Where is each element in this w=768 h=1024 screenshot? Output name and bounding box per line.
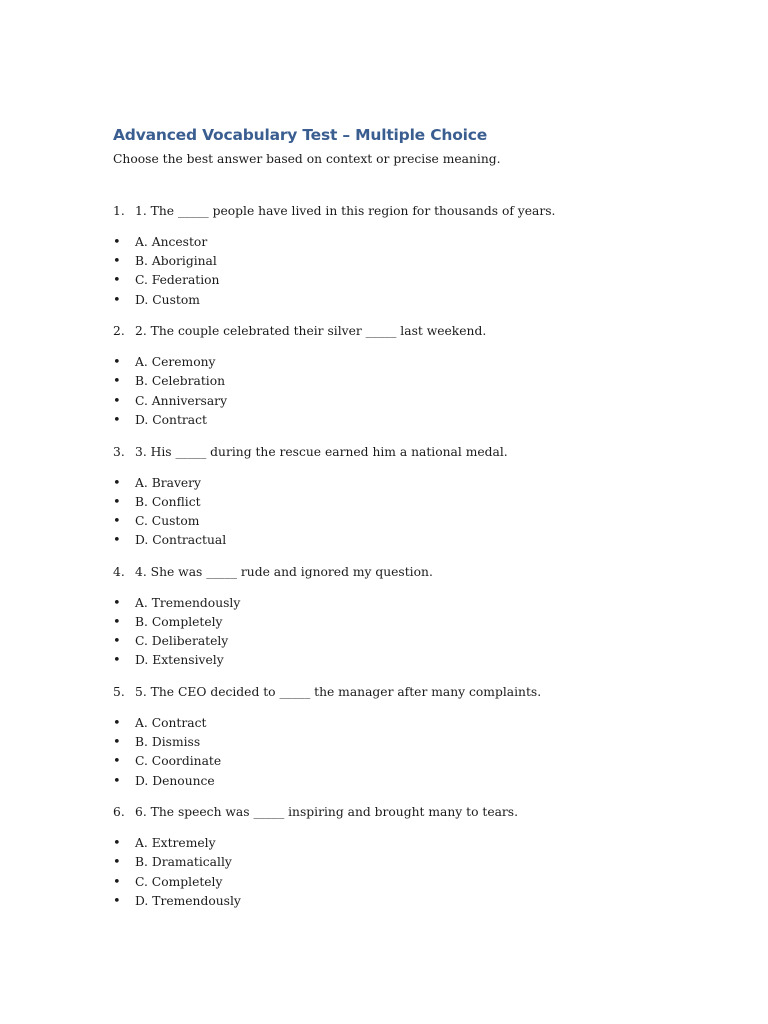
answer-option — [113, 772, 673, 791]
question-number: 5. — [113, 685, 125, 699]
question-stem — [113, 443, 673, 461]
option-label: D. Contractual — [135, 533, 227, 548]
question-text: 5. The CEO decided to _____ the manager after many complaints. — [135, 685, 542, 699]
option-label: A. Contract — [135, 716, 207, 730]
answer-options — [113, 233, 673, 310]
option-label: C. Federation — [135, 273, 220, 288]
answer-option — [113, 512, 673, 531]
option-label: D. Denounce — [135, 773, 215, 788]
answer-option — [113, 291, 673, 310]
answer-option — [113, 252, 673, 271]
answer-options — [113, 834, 673, 911]
answer-option — [113, 271, 673, 290]
bullet-icon: • — [113, 475, 121, 491]
answer-option — [113, 892, 673, 911]
bullet-icon: • — [113, 273, 121, 289]
bullet-icon: • — [113, 773, 121, 789]
bullet-icon: • — [113, 874, 121, 890]
question-number: 6. — [113, 805, 125, 820]
answer-option — [113, 651, 673, 670]
option-label: D. Extensively — [135, 653, 224, 668]
answer-option — [113, 474, 673, 493]
question-number: 1. — [113, 204, 125, 218]
option-label: A. Tremendously — [135, 595, 241, 610]
bullet-icon: • — [113, 836, 121, 852]
option-label: C. Deliberately — [135, 634, 229, 649]
question-6 — [113, 803, 673, 911]
option-label: A. Bravery — [135, 475, 201, 490]
option-label: D. Custom — [135, 292, 200, 307]
option-label: B. Completely — [135, 614, 223, 629]
option-label: D. Tremendously — [135, 893, 241, 908]
answer-option — [113, 531, 673, 550]
option-label: B. Dramatically — [135, 855, 232, 870]
bullet-icon: • — [113, 393, 121, 409]
question-5 — [113, 683, 673, 791]
question-2 — [113, 322, 673, 430]
bullet-icon: • — [113, 614, 121, 630]
question-stem — [113, 683, 673, 701]
question-number: 4. — [113, 564, 125, 579]
answer-options — [113, 594, 673, 671]
answer-option — [113, 493, 673, 512]
question-text: 3. His _____ during the rescue earned him a national medal. — [135, 444, 508, 459]
question-1 — [113, 202, 673, 310]
option-label: C. Coordinate — [135, 754, 222, 769]
option-label: C. Anniversary — [135, 393, 228, 408]
bullet-icon: • — [113, 716, 121, 731]
question-list — [113, 202, 673, 911]
answer-option — [113, 714, 673, 733]
bullet-icon: • — [113, 355, 121, 371]
bullet-icon: • — [113, 653, 121, 669]
answer-options — [113, 714, 673, 791]
question-stem — [113, 322, 673, 340]
answer-option — [113, 392, 673, 411]
question-number: 2. — [113, 324, 125, 339]
document-page — [113, 124, 673, 911]
answer-option — [113, 834, 673, 853]
bullet-icon: • — [113, 533, 121, 549]
answer-options — [113, 353, 673, 430]
answer-options — [113, 474, 673, 551]
question-text: 1. The _____ people have lived in this region for thousands of years. — [135, 204, 556, 218]
bullet-icon: • — [113, 412, 121, 428]
bullet-icon: • — [113, 494, 121, 510]
option-label: A. Ceremony — [135, 355, 216, 370]
option-label: A. Ancestor — [135, 235, 208, 249]
option-label: B. Conflict — [135, 494, 201, 509]
option-label: C. Completely — [135, 874, 223, 889]
answer-option — [113, 233, 673, 252]
answer-option — [113, 372, 673, 391]
bullet-icon: • — [113, 254, 121, 270]
document-title: Advanced Vocabulary Test – Multiple Choice — [113, 126, 488, 144]
document-subtitle: Choose the best answer based on context or precise meaning. — [113, 152, 501, 166]
answer-option — [113, 873, 673, 892]
question-number: 3. — [113, 444, 125, 459]
bullet-icon: • — [113, 893, 121, 909]
question-3 — [113, 443, 673, 551]
option-label: B. Celebration — [135, 374, 226, 389]
bullet-icon: • — [113, 595, 121, 611]
bullet-icon: • — [113, 735, 121, 751]
bullet-icon: • — [113, 634, 121, 650]
answer-option — [113, 353, 673, 372]
option-label: B. Aboriginal — [135, 254, 217, 269]
bullet-icon: • — [113, 235, 121, 250]
question-4 — [113, 563, 673, 671]
question-stem — [113, 202, 673, 220]
bullet-icon: • — [113, 754, 121, 770]
option-label: B. Dismiss — [135, 735, 201, 750]
question-text: 2. The couple celebrated their silver _____ last weekend. — [135, 324, 487, 339]
bullet-icon: • — [113, 374, 121, 390]
answer-option — [113, 853, 673, 872]
question-text: 4. She was _____ rude and ignored my question. — [135, 564, 433, 579]
bullet-icon: • — [113, 292, 121, 308]
answer-option — [113, 752, 673, 771]
answer-option — [113, 632, 673, 651]
question-stem — [113, 803, 673, 821]
bullet-icon: • — [113, 855, 121, 871]
answer-option — [113, 733, 673, 752]
answer-option — [113, 411, 673, 430]
answer-option — [113, 594, 673, 613]
option-label: C. Custom — [135, 513, 200, 528]
option-label: A. Extremely — [135, 836, 216, 851]
bullet-icon: • — [113, 513, 121, 529]
question-stem — [113, 563, 673, 581]
question-text: 6. The speech was _____ inspiring and brought many to tears. — [135, 805, 519, 820]
option-label: D. Contract — [135, 412, 207, 427]
answer-option — [113, 613, 673, 632]
